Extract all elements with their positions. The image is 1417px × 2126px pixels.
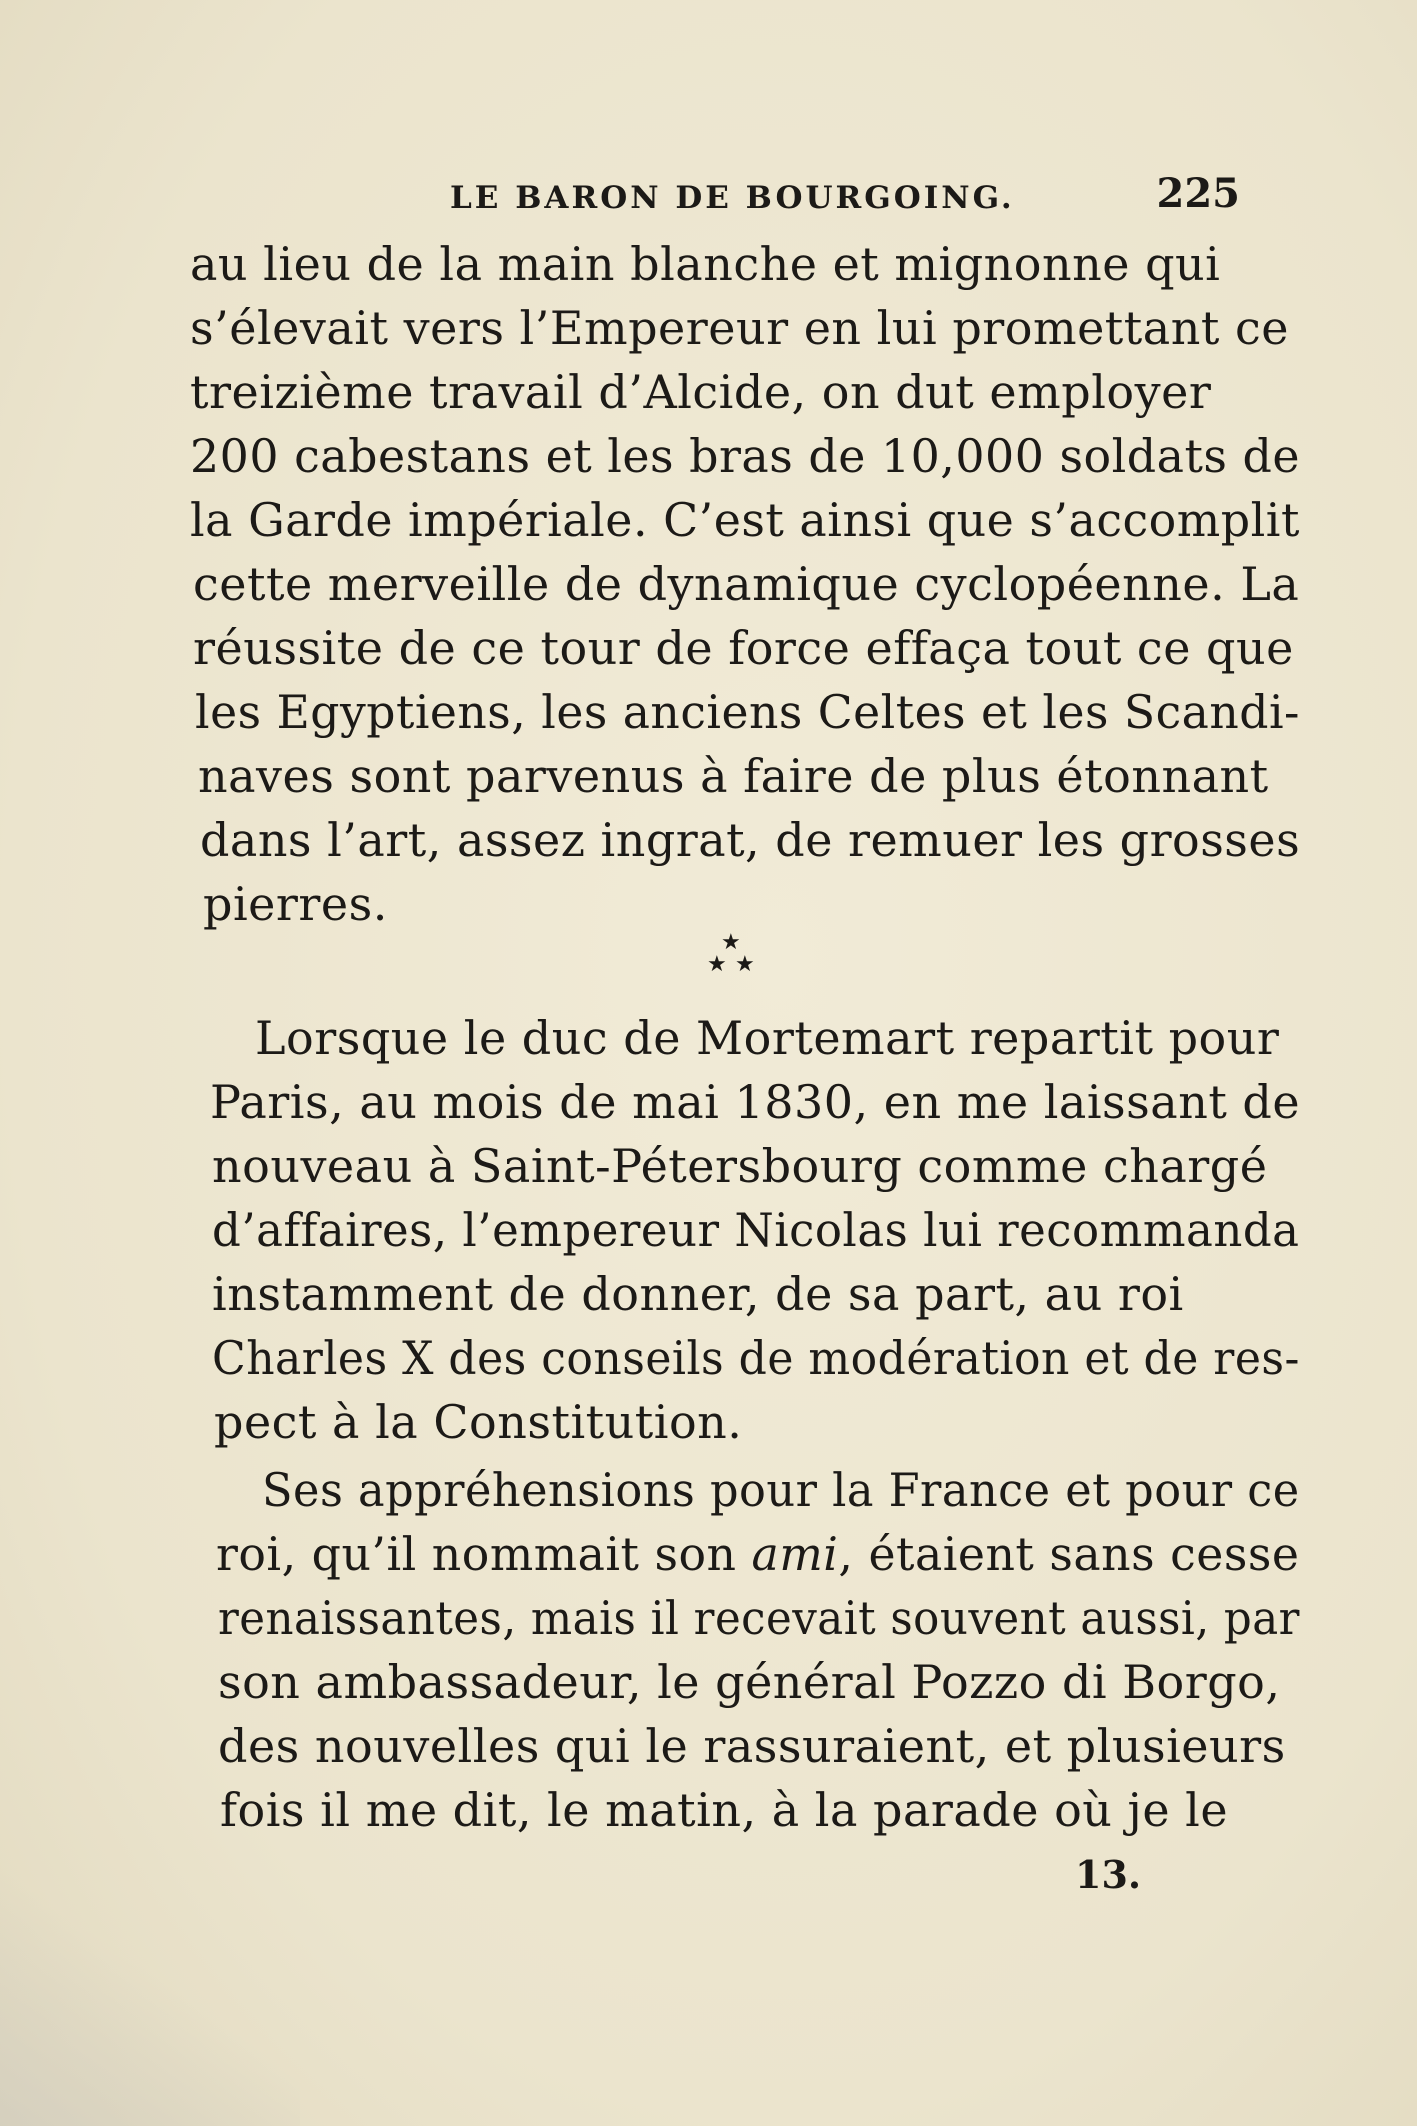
page-corner-shadow [0, 1866, 300, 2126]
page-header [190, 170, 1240, 230]
text-line: fois il me dit, le matin, à la parade où je le [220, 1783, 1229, 1837]
asterism-ornament: ★ ★ ★ [707, 930, 755, 977]
text-run: , étaient sans cesse [838, 1527, 1300, 1581]
text-line: nouveau à Saint-Pétersbourg comme chargé [212, 1139, 1268, 1193]
text-line: Charles X des conseils de modération et de res- [212, 1331, 1300, 1385]
text-line: dans l’art, assez ingrat, de remuer les grosses [200, 813, 1301, 867]
page-number: 225 [1156, 170, 1240, 217]
text-line: les Egyptiens, les anciens Celtes et les Scandi- [195, 685, 1300, 739]
text-line: treizième travail d’Alcide, on dut employer [190, 365, 1212, 419]
text-line: cette merveille de dynamique cyclopéenne. La [193, 557, 1300, 611]
text-line: pect à la Constitution. [214, 1395, 743, 1449]
text-line: son ambassadeur, le général Pozzo di Borgo, [218, 1655, 1281, 1709]
text-line: au lieu de la main blanche et mignonne qui [190, 237, 1221, 291]
signature-mark: 13. [1075, 1852, 1142, 1897]
text-line: naves sont parvenus à faire de plus étonnant [198, 749, 1269, 803]
text-line: s’élevait vers l’Empereur en lui promettant ce [190, 301, 1289, 355]
text-line: Paris, au mois de mai 1830, en me laissant de [210, 1075, 1301, 1129]
text-line: des nouvelles qui le rassuraient, et plusieurs [218, 1719, 1286, 1773]
text-line: instamment de donner, de sa part, au roi [212, 1267, 1184, 1321]
text-line: 200 cabestans et les bras de 10,000 soldats de [190, 429, 1301, 483]
running-title: LE BARON DE BOURGOING. [450, 180, 1015, 216]
text-line: réussite de ce tour de force effaça tout ce que [193, 621, 1294, 675]
text-line [216, 1526, 1299, 1582]
text-line: Ses appréhensions pour la France et pour ce [262, 1463, 1300, 1517]
italic-word: ami [751, 1527, 839, 1581]
text-line: Lorsque le duc de Mortemart repartit pour [255, 1011, 1280, 1065]
text-line: la Garde impériale. C’est ainsi que s’accomplit [190, 493, 1300, 547]
text-line: renaissantes, mais il recevait souvent aussi, par [218, 1591, 1300, 1645]
text-run: roi, qu’il nommait son [216, 1527, 752, 1581]
text-line: pierres. [203, 877, 388, 931]
text-line: d’affaires, l’empereur Nicolas lui recommanda [212, 1203, 1300, 1257]
